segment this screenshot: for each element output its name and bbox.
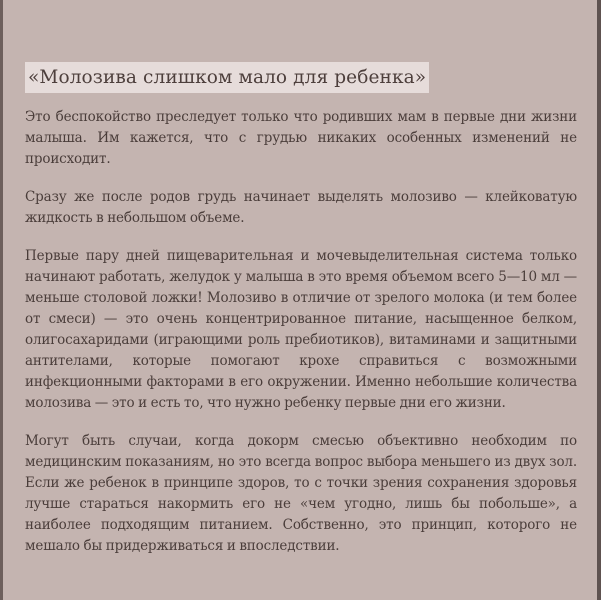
article-paragraph-3: Первые пару дней пищеварительная и мочевыделительная система только начинают работать, желудок у малыша в это время объемом всего 5—10 мл — меньше столовой ложки! Молозиво в отличие от зрелого молока (и тем более от смеси) — это очень концентрированное питание, насыщенное белком, олигосахаридами (играющими роль пребиотиков), витаминами и защитными антителами, которые помогают крохе справиться с возможными инфекционными факторами в его окружении. Именно небольшие количества молозива — это и есть то, что нужно ребенку первые дни его жизни. [25, 248, 577, 411]
right-edge-divider [597, 0, 601, 600]
article-paragraph-4: Могут быть случаи, когда докорм смесью объективно необходим по медицинским показаниям, но это всегда вопрос выбора меньшего из двух зол. Если же ребенок в принципе здоров, то с точки зрения сохранения здоровья лучше стараться накормить его не «чем угодно, лишь бы побольше», а наиболее подходящим питанием. Собственно, это принцип, которого не мешало бы придерживаться и впоследствии. [25, 433, 577, 554]
article [25, 62, 577, 574]
left-edge-divider [0, 0, 3, 600]
article-paragraph-1: Это беспокойство преследует только что родивших мам в первые дни жизни малыша. Им кажется, что с грудью никаких особенных изменений не происходит. [25, 109, 577, 167]
article-title: «Молозива слишком мало для ребенка» [25, 62, 429, 93]
article-paragraph-2: Сразу же после родов грудь начинает выделять молозиво — клейковатую жидкость в небольшом объеме. [25, 189, 577, 226]
